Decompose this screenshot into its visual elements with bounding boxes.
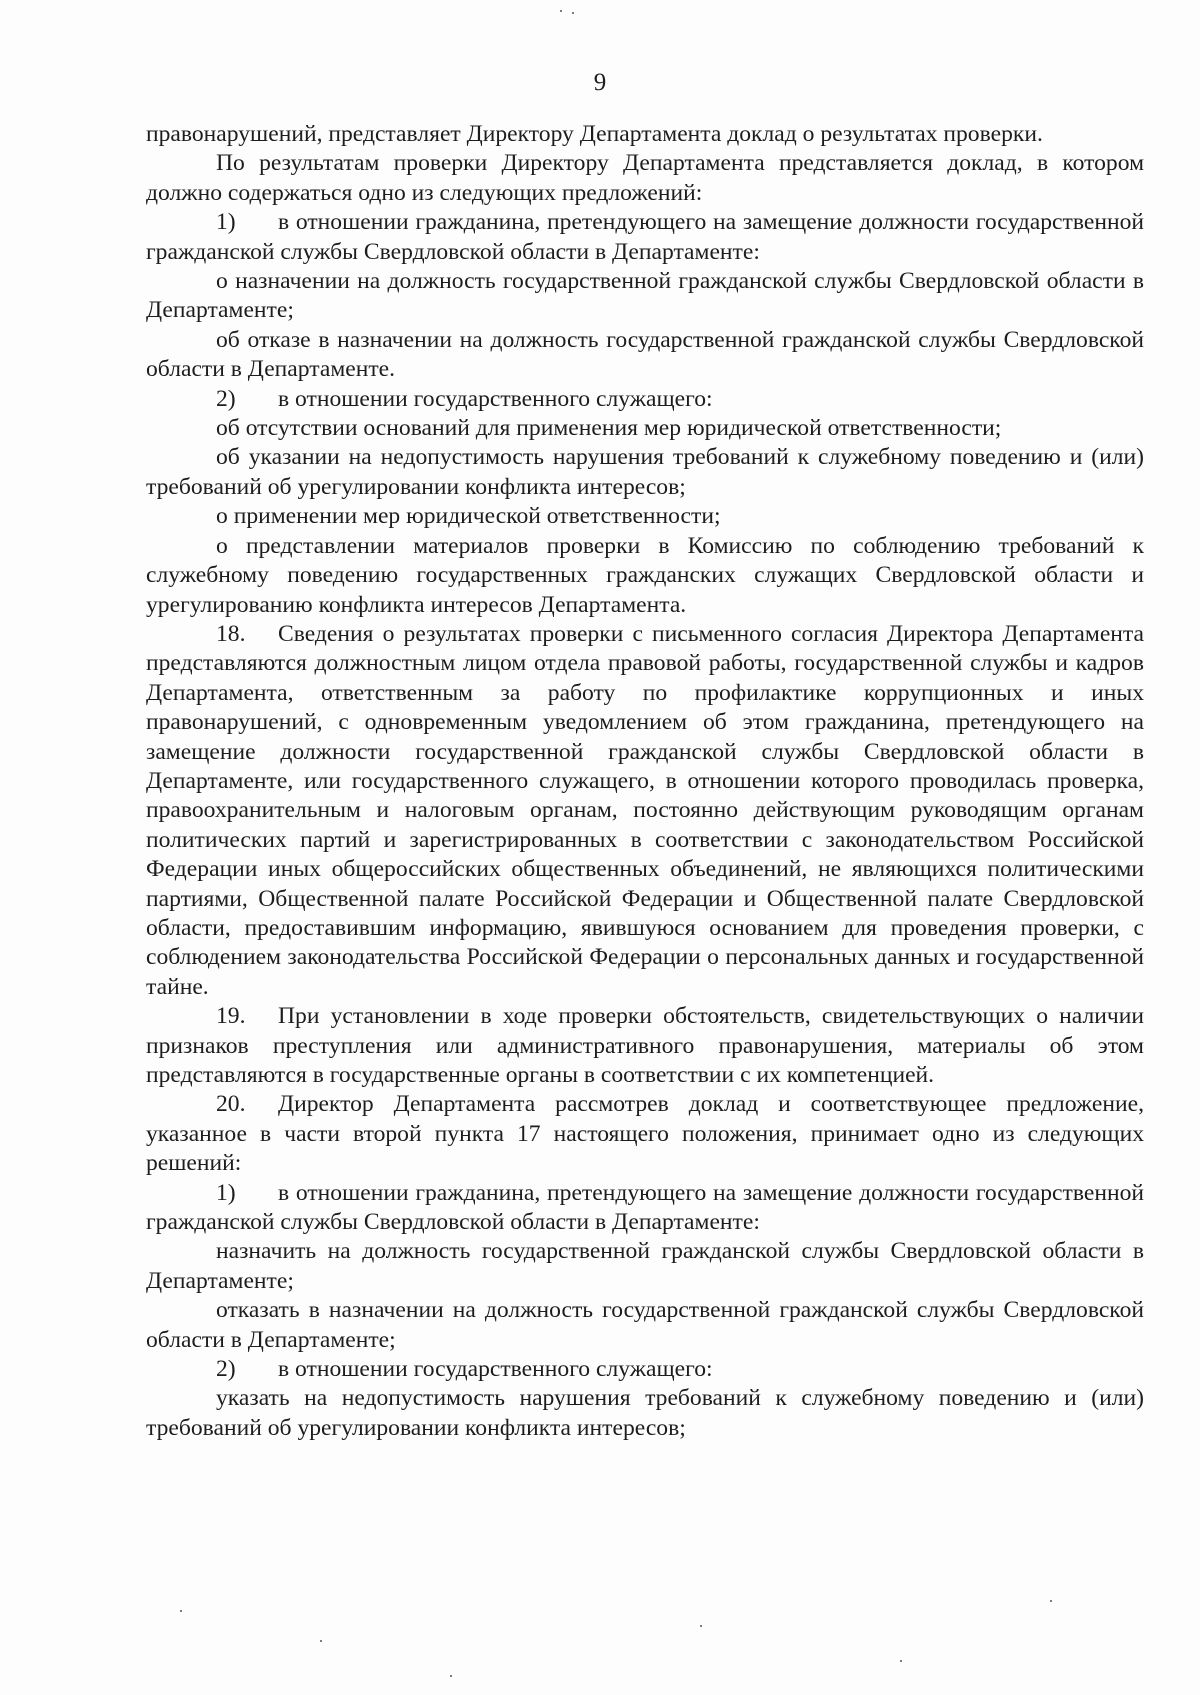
paragraph: назначить на должность государственной гражданской службы Свердловской области в Департаменте; [146,1238,1144,1294]
item-number: 1) [216,1179,236,1206]
numbered-point [146,1090,1144,1178]
scan-speck [1050,1600,1052,1602]
scan-speck [180,1610,182,1612]
paragraph: правонарушений, представляет Директору Департамента доклад о результатах проверки. [146,121,1043,147]
item-text: в отношении гражданина, претендующего на замещение должности государственной гражданской службы Свердловской области в Департаменте: [146,209,1144,265]
item-text: в отношении государственного служащего: [278,385,713,412]
point-text: Директор Департамента рассмотрев доклад и соответствующее предложение, указанное в части второй пункта 17 настоящего положения, принимает одно из следующих решений: [146,1091,1144,1177]
item-number: 2) [216,385,236,412]
scan-speck [900,1660,902,1662]
point-text: Сведения о результатах проверки с письменного согласия Директора Департамента представляются должностным лицом отдела правовой работы, государственной службы и кадров Департамента, ответственным за работу по профилактике коррупционных и иных правонарушений, с одновременным уведомлением об этом гражданина, претендующего на замещение должности государственной гражданской службы Свердловской области в Департаменте, или государственного служащего, в отношении которого проводилась проверка, правоохранительным и налоговым органам, постоянно действующим руководящим органам политических партий и зарегистрированных в соответствии с законодательством Российской Федерации иных общероссийских общественных объединений, не являющихся политическими партиями, Общественной палате Российской Федерации и Общественной палате Свердловской области, предоставившим информацию, явившуюся основанием для проведения проверки, с соблюдением законодательства Российской Федерации о персональных данных и государственной тайне. [146,620,1144,1000]
scan-speck [700,1625,702,1627]
paragraph: По результатам проверки Директору Департамента представляется доклад, в котором должно содержаться одно из следующих предложений: [146,150,1144,206]
scan-speck [450,1675,452,1677]
paragraph: отказать в назначении на должность государственной гражданской службы Свердловской области в Департаменте; [146,1297,1144,1353]
item-text: в отношении государственного служащего: [278,1356,713,1383]
point-text: При установлении в ходе проверки обстоятельств, свидетельствующих о наличии признаков преступления или административного правонарушения, материалы об этом представляются в государственные органы в соответствии с их компетенцией. [146,1003,1144,1088]
list-item [146,1355,1144,1384]
list-item [146,208,1144,267]
paragraph: указать на недопустимость нарушения требований к служебному поведению и (или) требований об урегулировании конфликта интересов; [146,1385,1144,1441]
scan-speck [560,10,562,12]
list-item [146,385,1144,414]
paragraph: об отказе в назначении на должность государственной гражданской службы Свердловской области в Департаменте. [146,326,1144,383]
list-item [146,1179,1144,1238]
paragraph: об указании на недопустимость нарушения требований к служебному поведению и (или) требований об урегулировании конфликта интересов; [146,444,1144,500]
point-number: 19. [216,1003,246,1030]
scan-speck [572,12,574,14]
item-number: 2) [216,1356,236,1383]
numbered-point [146,1002,1144,1090]
numbered-point [146,620,1144,1002]
point-number: 20. [216,1091,246,1118]
item-text: в отношении гражданина, претендующего на замещение должности государственной гражданской службы Свердловской области в Департаменте: [146,1179,1144,1236]
paragraph: о назначении на должность государственной гражданской службы Свердловской области в Департаменте; [146,268,1144,324]
scan-speck [320,1640,322,1642]
paragraph: о представлении материалов проверки в Комиссию по соблюдению требований к служебному поведению государственных гражданских служащих Свердловской области и урегулированию конфликта интересов Департамента. [146,532,1144,618]
paragraph: о применении мер юридической ответственности; [216,503,721,530]
document-body [146,120,1144,1443]
page-number: 9 [593,69,607,96]
item-number: 1) [216,209,236,236]
point-number: 18. [216,620,246,647]
paragraph: об отсутствии оснований для применения мер юридической ответственности; [216,415,1002,442]
